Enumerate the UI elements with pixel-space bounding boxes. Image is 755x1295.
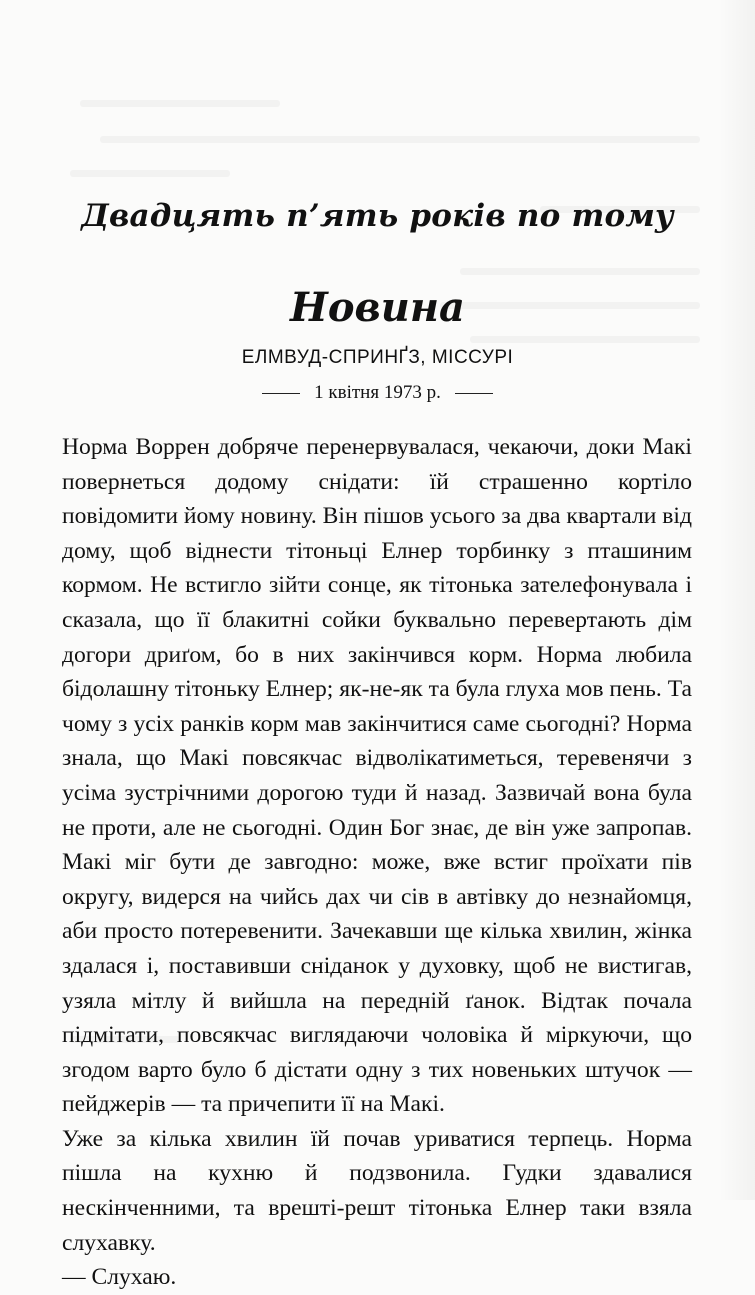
paragraph: Норма Воррен добряче перенервувалася, чекаючи, доки Макі повернеться додому снідати: їй страшенно кортіло повідомити йому новину. Він пішов усього за два квартали від дому, щоб віднести тітоньці Елнер торбинку з пташиним кормом. Не встигло зійти сонце, як тітонька зателефонувала і сказала, що її блакитні сойки буквально перевертають дім догори дриґом, бо в них закінчився корм. Норма любила бідолашну тітоньку Елнер; як-не-як та була глуха мов пень. Та чому з усіх ранків корм мав закінчитися саме сьогодні? Норма знала, що Макі повсякчас відволікатиметься, теревенячи з усіма зустрічними дорогою туди й назад. Зазвичай вона була не проти, але не сьогодні. Один Бог знає, де він уже запропав. Макі міг бути де завгодно: може, вже встиг проїхати пів округу, видерся на чийсь дах чи сів в автівку до незнайомця, аби просто потеревенити. Зачекавши ще кілька хвилин, жінка здалася і, поставивши сніданок у духовку, щоб не вистигав, узяла мітлу й вийшла на передній ґанок. Відтак почала підмітати, повсякчас виглядаючи чоловіка й міркуючи, що згодом варто було б дістати одну з тих новеньких штучок — пейджерів — та причепити її на Макі. [62,434,692,1118]
dateline-right-rule [455,393,493,394]
page-edge-shadow [719,0,755,1200]
paragraph: Уже за кілька хвилин їй почав уриватися терпець. Норма пішла на кухню й подзвонила. Гудки здавалися нескінченними, та врешті-решт тітонька Елнер таки взяла слухавку. [62,1125,692,1256]
chapter-body [62,430,692,1295]
dateline [0,382,755,404]
location-heading: ЕЛМВУД-СПРИНҐЗ, МІССУРІ [241,347,514,368]
date-text: 1 квітня 1973 р. [314,382,441,403]
part-title: Двадцять п’ять років по тому [81,198,674,234]
dialog-line: — Слухаю. [62,1264,177,1291]
dateline-left-rule [262,393,300,394]
chapter-title: Новина [290,284,465,331]
